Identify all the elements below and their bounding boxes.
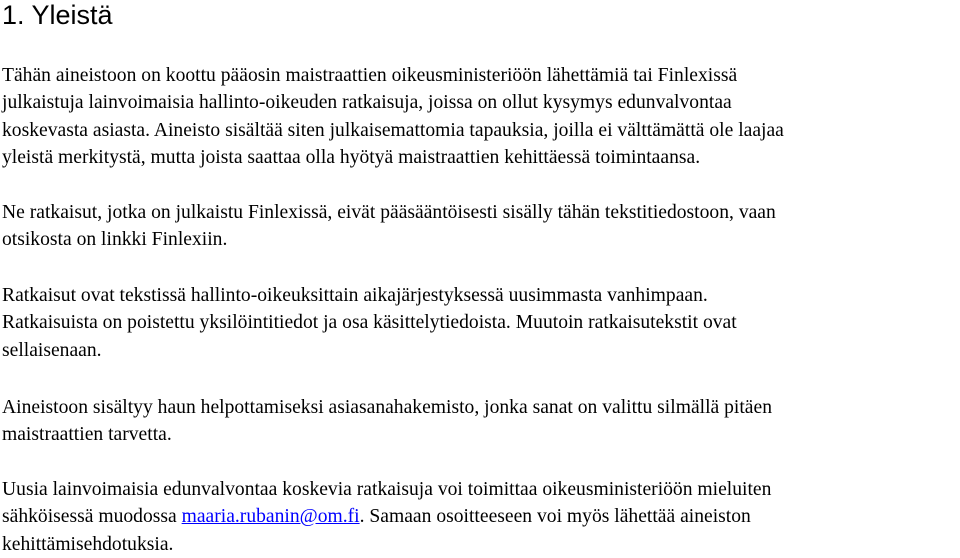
section-heading: 1. Yleistä xyxy=(2,0,113,30)
paragraph-line: Aineistoon sisältyy haun helpottamiseksi asiasanahakemisto, jonka sanat on valittu silmällä pitäen xyxy=(2,397,772,418)
paragraph-line: maistraattien tarvetta. xyxy=(2,424,172,446)
paragraph-line: otsikosta on linkki Finlexiin. xyxy=(2,229,228,251)
paragraph-index xyxy=(2,394,958,449)
paragraph-line xyxy=(2,503,958,530)
text-before-email: sähköisessä muodossa xyxy=(2,506,182,528)
paragraph-line: julkaistuja lainvoimaisia hallinto-oikeuden ratkaisuja, joissa on ollut kysymys edunvalvontaa xyxy=(2,92,732,114)
paragraph-line: Ne ratkaisut, jotka on julkaistu Finlexissä, eivät pääsääntöisesti sisälly tähän tekstitiedostoon, vaan xyxy=(2,202,776,223)
paragraph-line: yleistä merkitystä, mutta joista saattaa olla hyötyä maistraattien kehittäessä toimintaansa. xyxy=(2,146,701,168)
paragraph-finlex xyxy=(2,199,958,254)
paragraph-line: Ratkaisut ovat tekstissä hallinto-oikeuksittain aikajärjestyksessä uusimmasta vanhimpaan. xyxy=(2,285,708,306)
paragraph-line: koskevasta asiasta. Aineisto sisältää siten julkaisemattomia tapauksia, joilla ei välttämättä ole laajaa xyxy=(2,119,784,141)
paragraph-line: Uusia lainvoimaisia edunvalvontaa koskevia ratkaisuja voi toimittaa oikeusministeriöön mieluiten xyxy=(2,479,772,500)
paragraph-contact xyxy=(2,476,958,558)
paragraph-line: Tähän aineistoon on koottu pääosin maistraattien oikeusministeriöön lähettämiä tai Finlexissä xyxy=(2,65,738,86)
paragraph-order xyxy=(2,282,958,364)
paragraph-line: kehittämisehdotuksia. xyxy=(2,533,174,555)
text-after-email: . Samaan osoitteeseen voi myös lähettää aineiston xyxy=(359,506,751,528)
paragraph-line: sellaisenaan. xyxy=(2,339,102,361)
paragraph-intro xyxy=(2,62,958,171)
email-link[interactable]: maaria.rubanin@om.fi xyxy=(181,506,360,528)
paragraph-line: Ratkaisuista on poistettu yksilöintitiedot ja osa käsittelytiedoista. Muutoin ratkaisutekstit ovat xyxy=(2,312,737,334)
